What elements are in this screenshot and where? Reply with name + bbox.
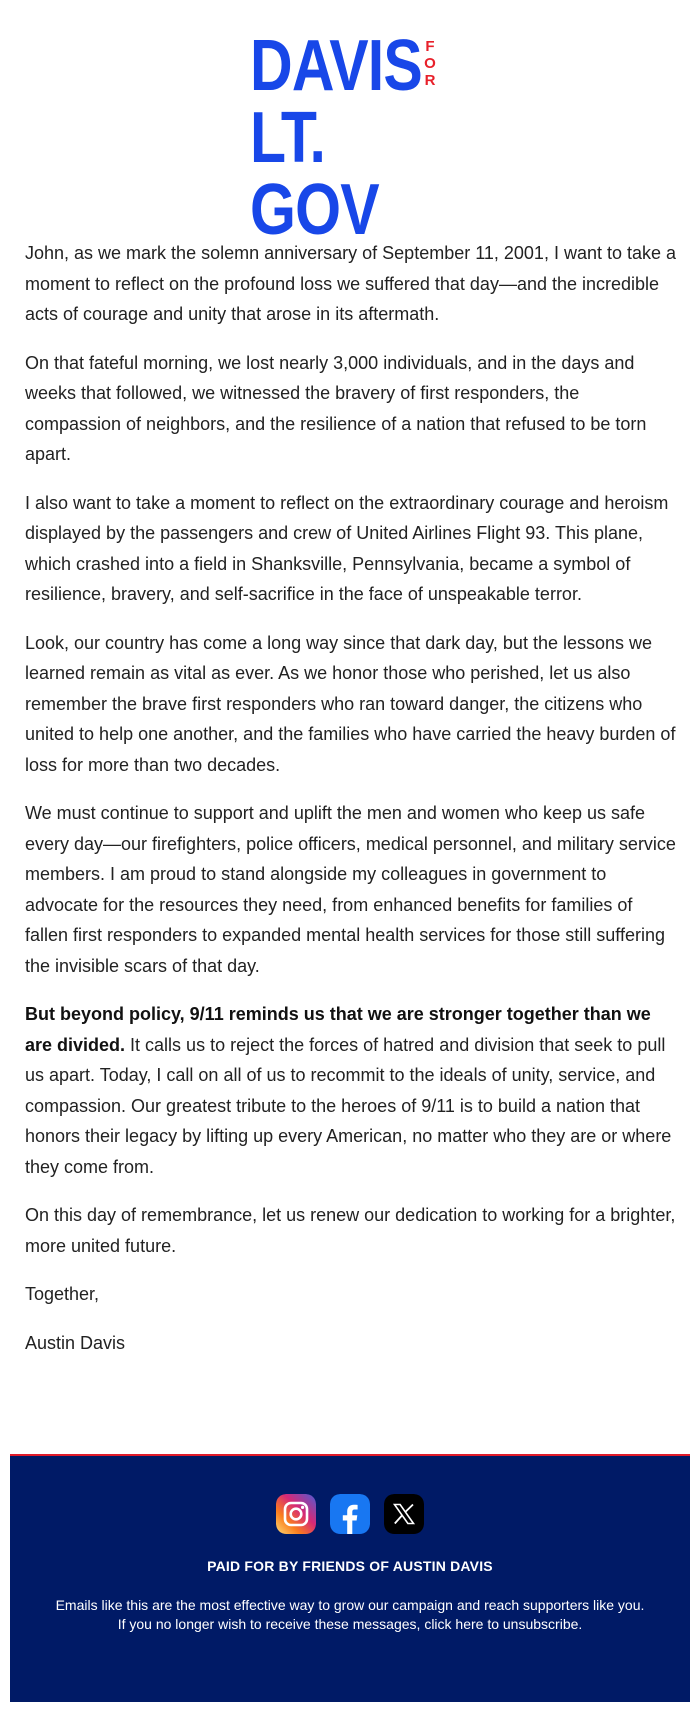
disclaimer-end: .: [578, 1616, 583, 1632]
letter-paragraph: On this day of remembrance, let us renew our dedication to working for a brighter, more united future.: [25, 1205, 676, 1256]
social-links: [10, 1494, 690, 1534]
paid-for-disclaimer: PAID FOR BY FRIENDS OF AUSTIN DAVIS: [207, 1558, 493, 1574]
logo-for-letter: O: [424, 55, 436, 72]
instagram-icon[interactable]: [276, 1494, 316, 1534]
unsubscribe-link[interactable]: click here to unsubscribe: [424, 1616, 579, 1632]
footer: [10, 1454, 690, 1702]
disclaimer-text: Emails like this are the most effective way to grow our campaign and reach supporters like you. If you no longer wish to receive these messages,: [55, 1597, 645, 1632]
logo-office: LT. GOV: [250, 98, 379, 250]
letter-body: [25, 238, 677, 1376]
letter-signoff: Together,: [25, 1284, 100, 1304]
letter-paragraph: I also want to take a moment to reflect on the extraordinary courage and heroism displayed by the passengers and crew of United Airlines Flight 93. This plane, which crashed into a field in Shanksville, Pennsylvania, became a symbol of resilience, bravery, and self-sacrifice in the face of unspeakable terror.: [25, 492, 669, 604]
email-disclaimer: [50, 1596, 650, 1634]
logo-name: DAVIS: [250, 26, 422, 106]
logo-for: [423, 38, 437, 89]
emphasis-text: But beyond policy, 9/11 reminds us that we are stronger together than we are divided.: [25, 1004, 651, 1055]
logo-for-letter: F: [425, 38, 435, 55]
letter-paragraph: On that fateful morning, we lost nearly 3,000 individuals, and in the days and weeks that followed, we witnessed the bravery of first responders, the compassion of neighbors, and the resilience of a nation that refused to be torn apart.: [25, 352, 647, 464]
letter-paragraph: Look, our country has come a long way since that dark day, but the lessons we learned remain as vital as ever. As we honor those who perished, let us also remember the brave first responders who ran toward danger, the citizens who united to help one another, and the families who have carried the heavy burden of loss for more than two decades.: [25, 632, 676, 775]
letter-paragraph: We must continue to support and uplift the men and women who keep us safe every day—our firefighters, police officers, medical personnel, and military service members. I am proud to stand alongside my colleagues in government to advocate for the resources they need, from enhanced benefits for families of fallen first responders to expanded mental health services for those still suffering the invisible scars of that day.: [25, 803, 676, 976]
campaign-logo: [250, 26, 460, 250]
logo-for-letter: R: [424, 72, 436, 89]
letter-signature: Austin Davis: [25, 1332, 126, 1353]
emphasis-rest: It calls us to reject the forces of hatred and division that seek to pull us apart. Today, I call on all of us to recommit to the ideals of unity, service, and compassion. Our greatest tribute to the heroes of 9/11 is to build a nation that honors their legacy by lifting up every American, no matter who they are or where they come from.: [25, 1034, 672, 1177]
letter-paragraph: John, as we mark the solemn anniversary of September 11, 2001, I want to take a moment to reflect on the profound loss we suffered that day—and the incredible acts of courage and unity that arose in its aftermath.: [25, 243, 677, 324]
letter-paragraph-emphasis: [25, 999, 677, 1182]
x-icon[interactable]: [384, 1494, 424, 1534]
facebook-icon[interactable]: [330, 1494, 370, 1534]
